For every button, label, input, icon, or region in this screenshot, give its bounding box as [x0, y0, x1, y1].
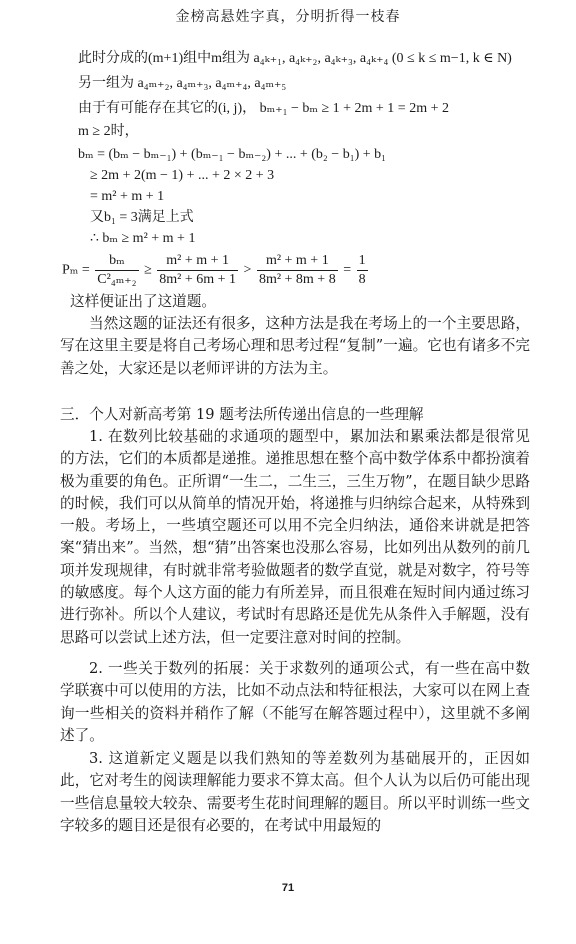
math-line-condition: m ≥ 2时，	[78, 124, 139, 139]
math-line-conclusion: ∴ bₘ ≥ m² + m + 1	[90, 231, 196, 246]
pm-f2-denominator: 8m² + 6m + 1	[159, 272, 237, 287]
pm-lhs: Pₘ =	[62, 262, 90, 278]
section-title: 三．个人对新高考第 19 题考法所传递出信息的一些理解	[60, 406, 424, 423]
math-line-sum-bound: ≥ 2m + 2(m − 1) + ... + 2 × 2 + 3	[90, 168, 275, 183]
math-line-inequality: 由于有可能存在其它的(i, j)， bₘ₊₁ − bₘ ≥ 1 + 2m + 1 = 2m + 2	[78, 101, 449, 116]
paragraph-point-1: 1. 在数列比较基础的求通项的题型中，累加法和累乘法都是很常见的方法，它们的本质都是递推。递推思想在整个高中数学体系中都扮演着极为重要的角色。正所谓“一生二，二生三，三生万物”，在题目缺少思路的时候，我们可以从简单的情况开始，将递推与归纳综合起来，从特殊到一般。考场上，一些填空题还可以用不完全归纳法，通俗来讲就是把答案“猜出来”。当然，想“猜”出答案也没那么容易，比如列出从数列的前几项并发现规律，有时就非常考验做题者的数学直觉，就是对数字，符号等的敏感度。每个人这方面的能力有所差异，而且很难在短时间内通过练习进行弥补。所以个人建议，考试时有思路还是优先从条件入手解题，没有思路可以尝试上述方法，但一定要注意对时间的控制。	[60, 428, 530, 646]
pm-f4-numerator: 1	[357, 252, 368, 271]
pm-fraction-4	[357, 252, 368, 289]
paragraph-point-3: 3. 这道新定义题是以我们熟知的等差数列为基础展开的，正因如此，它对考生的阅读理解能力要求不算太高。但个人认为以后仍可能出现一些信息量较大较杂、需要考生花时间理解的题目。所以平时训练一些文字较多的题目还是很有必要的，在考试中用最短的	[60, 750, 530, 834]
pm-fraction-3	[257, 252, 338, 289]
pm-f4-denominator: 8	[358, 272, 366, 287]
pm-formula	[62, 252, 370, 289]
paragraph-method-note: 当然这题的证法还有很多，这种方法是我在考场上的一个主要思路，写在这里主要是将自己考场心理和思考过程“复制”一遍。它也有诸多不完善之处，大家还是以老师评讲的方法为主。	[60, 315, 530, 377]
page-number: 71	[281, 882, 295, 894]
pm-gt-sign: >	[243, 262, 252, 278]
pm-f3-numerator: m² + m + 1	[257, 252, 338, 271]
math-line-result: = m² + m + 1	[90, 189, 165, 204]
pm-f2-numerator: m² + m + 1	[157, 252, 238, 271]
paragraph-point-2: 2. 一些关于数列的拓展：关于求数列的通项公式，有一些在高中数学联赛中可以使用的方法，比如不动点法和特征根法，大家可以在网上查询一些相关的资料并稍作了解（不能写在解答题过程中），这里就不多阐述了。	[60, 660, 530, 744]
pm-fraction-2	[157, 252, 238, 289]
pm-f1-denominator: C²₄ₘ₊₂	[97, 272, 137, 287]
pm-f1-numerator: bₘ	[95, 252, 138, 271]
pm-eq-sign: =	[343, 262, 352, 278]
page-header: 金榜高悬姓字真，分明折得一枝春	[175, 9, 401, 25]
pm-ge-sign: ≥	[144, 262, 152, 278]
math-line-base-case: 又b₁ = 3满足上式	[90, 210, 194, 225]
math-line-groups: 此时分成的(m+1)组中m组为 a₄ₖ₊₁, a₄ₖ₊₂, a₄ₖ₊₃, a₄ₖ₊₄ (0 ≤ k ≤ m−1, k ∈ N)	[78, 51, 512, 66]
pm-f3-denominator: 8m² + 8m + 8	[258, 272, 336, 287]
pm-fraction-1	[95, 252, 138, 289]
math-line-other-group: 另一组为 a₄ₘ₊₂, a₄ₘ₊₃, a₄ₘ₊₄, a₄ₘ₊₅	[78, 76, 287, 91]
math-line-telescoping: bₘ = (bₘ − bₘ₋₁) + (bₘ₋₁ − bₘ₋₂) + ... + (b₂ − b₁) + b₁	[78, 147, 387, 162]
proof-done-line: 这样便证出了这道题。	[70, 293, 216, 310]
